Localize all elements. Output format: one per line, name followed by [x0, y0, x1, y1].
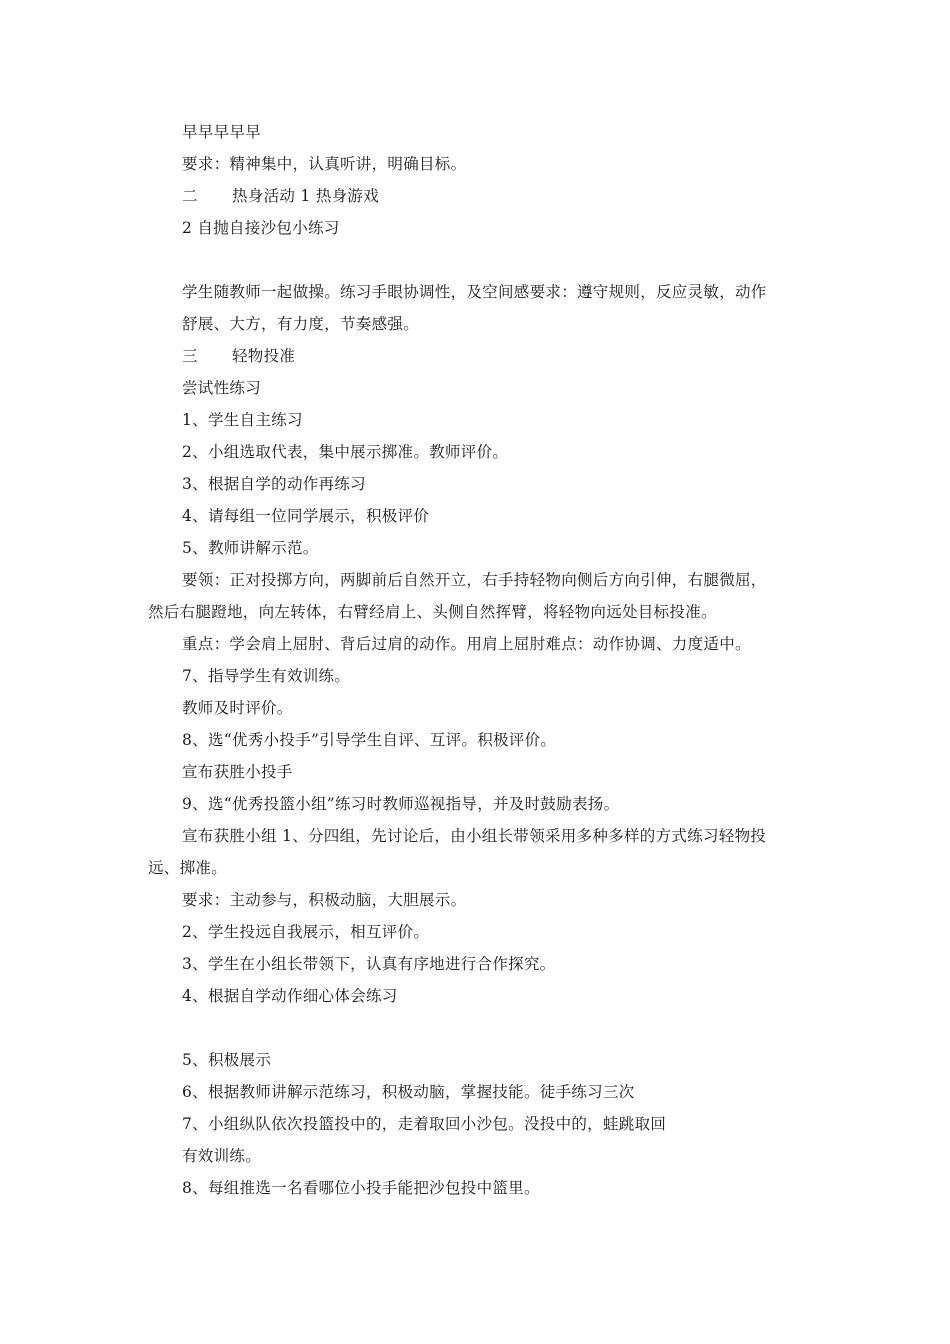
text-line: 5、教师讲解示范。 [182, 539, 319, 557]
section-title: 轻物投准 [232, 347, 296, 365]
section-heading [182, 346, 295, 366]
section-number: 三 [182, 347, 198, 365]
text-line: 3、学生在小组长带领下，认真有序地进行合作探究。 [182, 955, 556, 973]
text-line: 8、选“优秀小投手”引导学生自评、互评。积极评价。 [182, 731, 557, 749]
text-line: 8、每组推选一名看哪位小投手能把沙包投中篮里。 [182, 1179, 540, 1197]
text-line: 早早早早早 [182, 123, 262, 141]
text-line: 要求：精神集中，认真听讲，明确目标。 [182, 155, 467, 173]
text-line: 5、积极展示 [182, 1051, 272, 1069]
text-line: 重点：学会肩上屈肘、背后过肩的动作。用肩上屈肘难点：动作协调、力度适中。 [182, 635, 751, 653]
text-line: 然后右腿蹬地，向左转体，右臂经肩上、头侧自然挥臂，将轻物向远处目标投准。 [148, 603, 717, 621]
text-line: 2、学生投远自我展示，相互评价。 [182, 923, 430, 941]
text-line: 远、掷准。 [148, 859, 228, 877]
text-line: 4、根据自学动作细心体会练习 [182, 987, 398, 1005]
text-line: 学生随教师一起做操。练习手眼协调性，及空间感要求：遵守规则，反应灵敏，动作 [182, 283, 767, 301]
text-line: 要领：正对投掷方向，两脚前后自然开立，右手持轻物向侧后方向引伸，右腿微屈， [182, 571, 767, 589]
text-line: 6、根据教师讲解示范练习，积极动脑，掌握技能。徒手练习三次 [182, 1083, 635, 1101]
text-line: 要求：主动参与，积极动脑，大胆展示。 [182, 891, 467, 909]
text-line: 舒展、大方，有力度，节奏感强。 [182, 315, 420, 333]
text-line: 宣布获胜小组 1、分四组，先讨论后，由小组长带领采用多种多样的方式练习轻物投 [182, 827, 767, 845]
text-line: 1、学生自主练习 [182, 411, 303, 429]
text-line: 尝试性练习 [182, 379, 262, 397]
text-line: 7、小组纵队依次投篮投中的，走着取回小沙包。没投中的，蛙跳取回 [182, 1115, 667, 1133]
text-line: 3、根据自学的动作再练习 [182, 475, 366, 493]
section-number: 二 [182, 187, 198, 205]
text-line: 2 自抛自接沙包小练习 [182, 219, 340, 237]
text-line: 宣布获胜小投手 [182, 763, 293, 781]
text-line: 有效训练。 [182, 1147, 262, 1165]
text-line: 9、选“优秀投篮小组”练习时教师巡视指导，并及时鼓励表扬。 [182, 795, 620, 813]
text-line: 2、小组选取代表，集中展示掷准。教师评价。 [182, 443, 509, 461]
text-line: 4、请每组一位同学展示，积极评价 [182, 507, 430, 525]
text-line: 7、指导学生有效训练。 [182, 667, 351, 685]
section-title: 热身活动 1 热身游戏 [232, 187, 380, 205]
section-heading [182, 186, 379, 206]
text-line: 教师及时评价。 [182, 699, 293, 717]
